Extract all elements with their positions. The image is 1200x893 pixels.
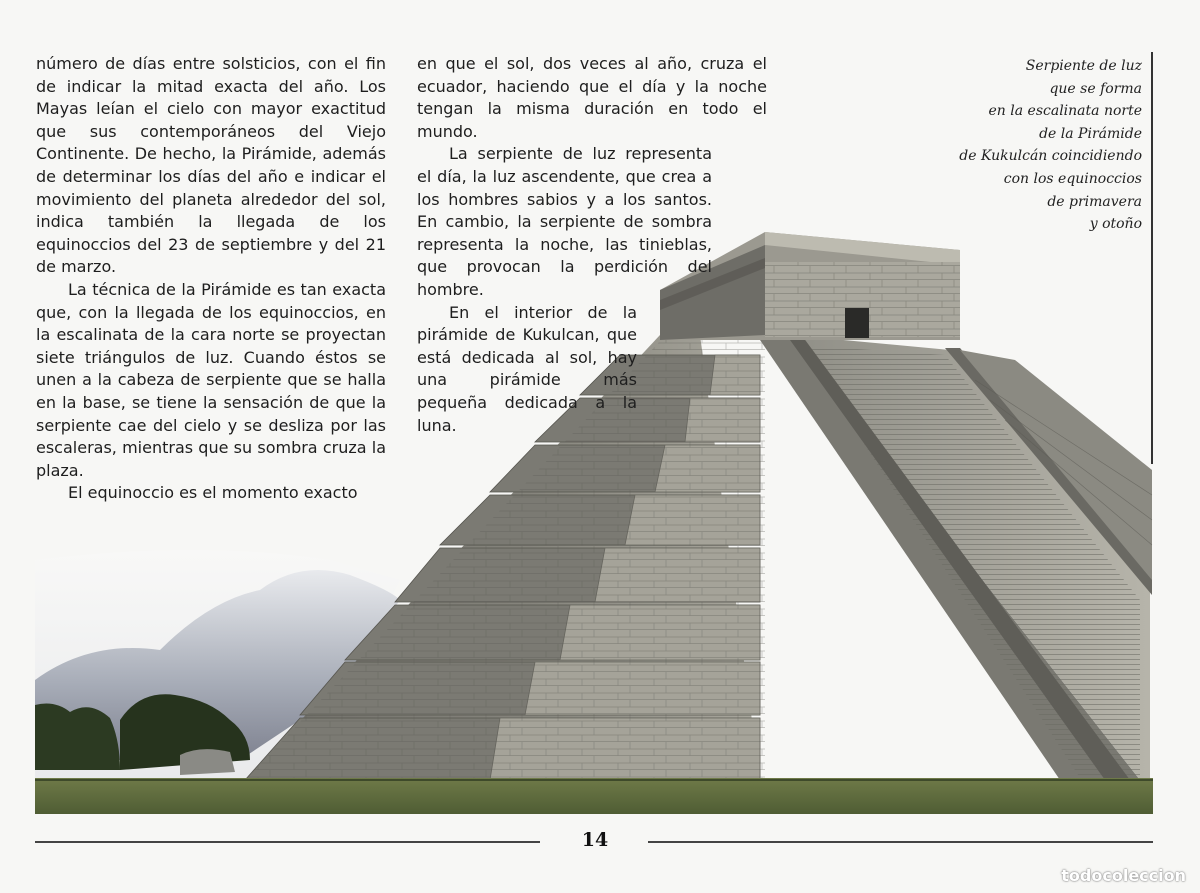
caption-line: con los equinoccios	[1003, 170, 1142, 187]
caption-line: de primavera	[1047, 193, 1142, 210]
left-paragraph-2: La técnica de la Pirámide es tan exacta que, con la llegada de los equinoccios, en la escalinata de la cara norte se proyectan siete triángulos de luz. Cuando éstos se unen a la cabeza de serpiente que se halla en la base, se tiene la sensación de que la serpiente cae del cielo y se desliza por las escaleras, mientras que su sombra cruza la plaza.	[36, 279, 386, 480]
caption-line: y otoño	[1089, 216, 1142, 233]
caption-line: que se forma	[1049, 80, 1142, 97]
middle-paragraph-3: En el interior de la pirámide de Kukulcan, que está dedicada al sol, hay una pirámide más pequeña dedicada a la luna.	[417, 302, 637, 435]
left-paragraph-3: El equinoccio es el momento exacto	[68, 483, 358, 503]
caption-line: en la escalinata norte	[988, 103, 1142, 120]
left-text-column	[36, 53, 386, 505]
page-number: 14	[581, 829, 609, 851]
photo-caption	[882, 55, 1142, 236]
left-paragraph-1: número de días entre solsticios, con el fin de indicar la mitad exacta del año. Los Mayas leían el cielo con mayor exactitud que sus contemporáneos del Viejo Continente. De hecho, la Pirámide, además de determinar los días del año e indicar el movimiento del planeta alrededor del sol, indica también la llegada de los equinoccios del 23 de septiembre y del 21 de marzo.	[36, 54, 386, 277]
caption-line: Serpiente de luz	[1025, 58, 1142, 74]
footer-rule-left	[35, 841, 540, 843]
middle-paragraph-1: en que el sol, dos veces al año, cruza el ecuador, haciendo que el día y la noche tengan la misma duración en todo el mundo.	[417, 54, 767, 141]
caption-line: de Kukulcán coincidiendo	[959, 148, 1142, 165]
middle-paragraph-2: La serpiente de luz representa el día, la luz ascendente, que crea a los hombres sabios y a los santos. En cambio, la serpiente de sombra representa la noche, las tinieblas, que provocan la perdición del hombre.	[417, 144, 712, 299]
footer-rule-right	[648, 841, 1153, 843]
middle-text-column	[417, 53, 767, 437]
watermark-logo: todocoleccion	[1061, 866, 1186, 885]
caption-line: de la Pirámide	[1039, 125, 1142, 142]
caption-divider	[1151, 52, 1153, 464]
